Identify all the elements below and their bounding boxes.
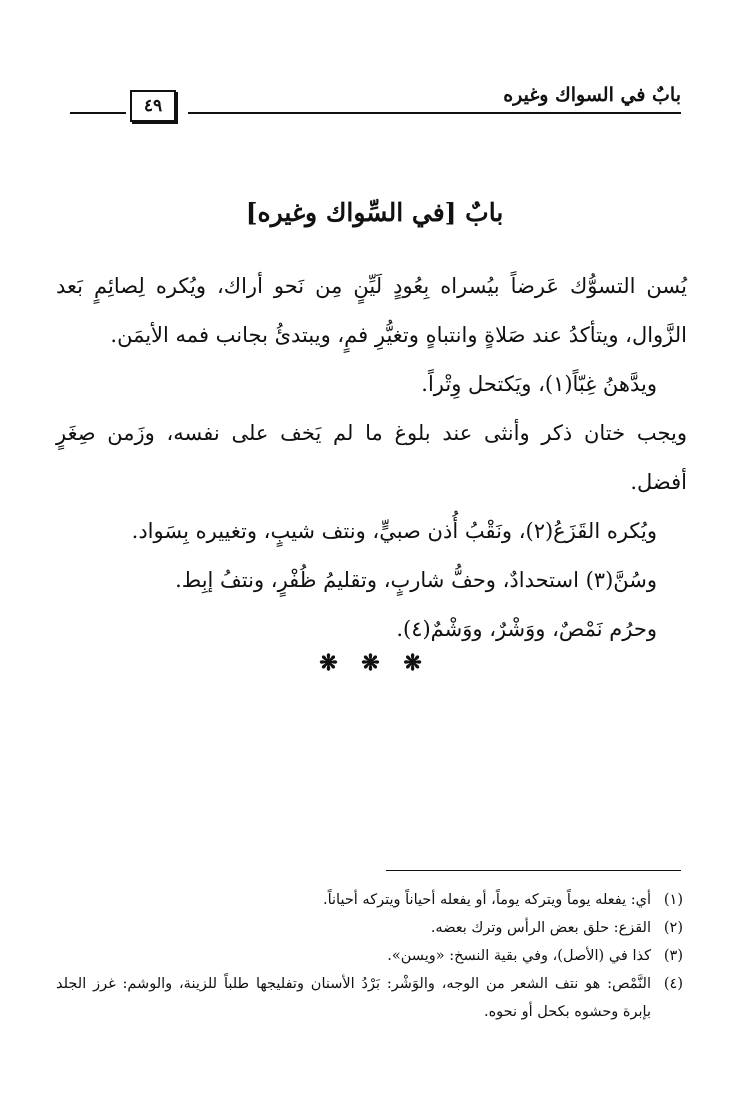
footnotes [56,886,683,1026]
footnote-number: (٣) [663,948,683,964]
main-text [56,262,687,654]
header-rule [188,112,681,114]
footnote-number: (٢) [663,920,683,936]
page-number: ٤٩ [130,90,176,122]
paragraph-oiling: ويدَّهنُ غِبّاً(١)، ويَكتحل وِتْراً. [421,372,657,396]
footnote [56,942,683,970]
paragraph-qaza: ويُكره القَزَعُ(٢)، ونَقْبُ أُذن صبيٍّ، ونتف شيبٍ، وتغييره بِسَواد. [131,519,657,543]
footnote-number: (١) [663,892,683,908]
paragraph-prohibited: وحرُم نَمْصٌ، ووَشْرٌ، ووَشْمٌ(٤). [396,617,657,641]
footnote-text: كذا في (الأصل)، وفي بقية النسخ: «ويسن». [387,948,651,964]
paragraph-circumcision: ويجب ختان ذكر وأنثى عند بلوغ ما لم يَخف على نفسه، وزَمن صِغَرٍ أفضل. [56,421,687,494]
footnote [56,886,683,914]
section-separator: ❋ ❋ ❋ [319,650,430,676]
footnote-text: القزع: حلق بعض الرأس وترك بعضه. [430,920,651,936]
footnote [56,970,683,1026]
footnote [56,914,683,942]
section-title: بابٌ [في السِّواك وغيره] [245,198,504,227]
paragraph-sunan: وسُنَّ(٣) استحدادٌ، وحفُّ شاربٍ، وتقليمُ ظُفْرٍ، ونتفُ إبِط. [175,568,657,592]
footnote-number: (٤) [663,976,683,992]
footnote-rule [386,870,681,871]
footnote-text: النَّمْص: هو نتف الشعر من الوجه، والوَشْر: بَرْدُ الأسنان وتفليجها طلباً للزينة، والوشم: غرز الجلد بإبرة وحشوه بكحل أو نحوه. [56,976,651,1020]
paragraph-siwak: يُسن التسوُّك عَرضاً بيُسراه بِعُودٍ لَيِّنٍ مِن نَحو أراك، ويُكره لِصائِمٍ بَعد الزَّوال، ويتأكدُ عند صَلاةٍ وانتباهٍ وتغيُّرِ فمٍ، ويبتدئُ بجانب فمه الأيمَن. [56,274,687,347]
header-rule-left [70,112,126,114]
footnote-text: أي: يفعله يوماً ويتركه يوماً، أو يفعله أحياناً ويتركه أحياناً. [322,892,651,908]
running-header-title: بابٌ في السواك وغيره [503,84,681,106]
